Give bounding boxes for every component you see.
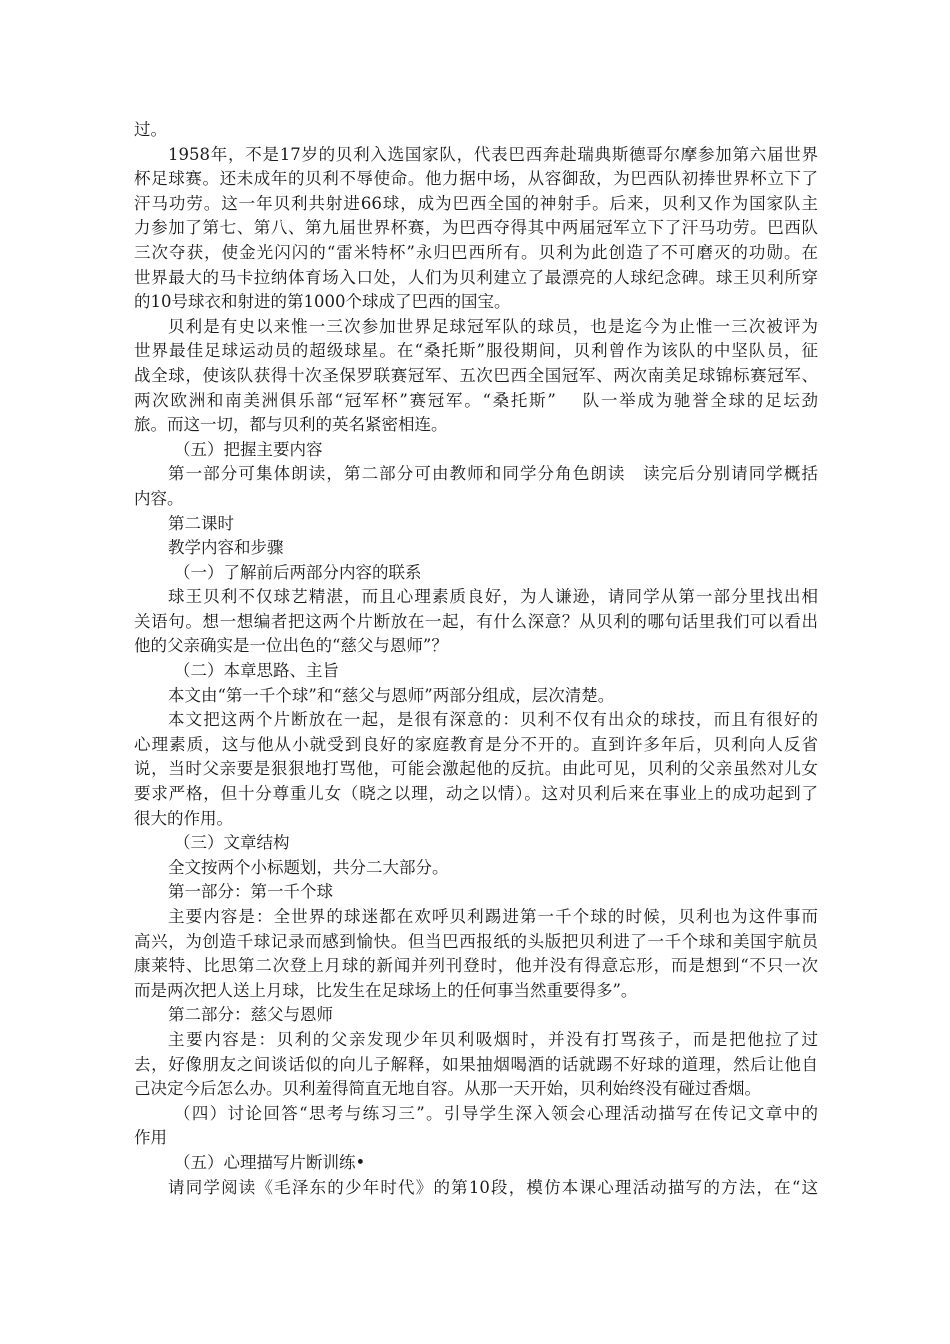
body-text-line: 第二部分：慈父与恩师: [168, 1005, 333, 1025]
body-text-line: 第二课时: [168, 513, 234, 533]
body-text-line: 第一部分：第一千个球: [168, 882, 333, 902]
body-text-line: 主要内容是：贝利的父亲发现少年贝利吸烟时，并没有打骂孩子，而是把他拉了过: [168, 1029, 818, 1049]
body-text-line: 战全球，使该队获得十次圣保罗联赛冠军、五次巴西全国冠军、两次南美足球锦标赛冠军、: [134, 365, 818, 385]
body-text-line: 作用: [134, 1128, 167, 1148]
body-text-line: 全文按两个小标题划，共分二大部分。: [168, 857, 449, 877]
body-text-line: 汗马功劳。这一年贝利共射进66球，成为巴西全国的神射手。后来，贝利又作为国家队主: [134, 193, 818, 213]
document-page: [134, 118, 818, 1200]
body-text-line: 两次欧洲和南美洲俱乐部“冠军杯”赛冠军。“桑托斯” 队一举成为驰誉全球的足坛劲: [134, 390, 818, 410]
body-text-line: 心理素质，这与他从小就受到良好的家庭教育是分不开的。直到许多年后，贝利向人反省: [134, 734, 818, 754]
body-text-line: 本文由“第一千个球”和“慈父与恩师”两部分组成，层次清楚。: [168, 685, 615, 705]
body-text-line: 要求严格，但十分尊重儿女（晓之以理，动之以情）。这对贝利后来在事业上的成功起到了: [134, 784, 818, 804]
body-text-line: 关语句。想一想编者把这两个片断放在一起，有什么深意？从贝利的哪句话里我们可以看出: [134, 611, 818, 631]
body-text-line: 世界最大的马卡拉纳体育场入口处，人们为贝利建立了最漂亮的人球纪念碑。球王贝利所穿: [134, 267, 818, 287]
section-heading-line: （一）了解前后两部分内容的联系: [174, 562, 422, 582]
body-text-line: 三次夺获，使金光闪闪的“雷米特杯”永归巴西所有。贝利为此创造了不可磨灭的功勋。在: [134, 242, 818, 262]
section-heading-line: （三）文章结构: [174, 833, 290, 853]
body-text-line: 球王贝利不仅球艺精湛，而且心理素质良好，为人谦逊，请同学从第一部分里找出相: [168, 587, 818, 607]
body-text-line: 1958年，不是17岁的贝利入选国家队，代表巴西奔赴瑞典斯德哥尔摩参加第六届世界: [168, 144, 818, 164]
body-text-line: 主要内容是：全世界的球迷都在欢呼贝利踢进第一千个球的时候，贝利也为这件事而: [168, 907, 818, 926]
body-text-line: 很大的作用。: [134, 808, 233, 828]
body-text-line: 康莱特、比思第二次登上月球的新闻并列刊登时，他并没有得意忘形，而是想到“不只一次: [134, 956, 818, 976]
section-heading-line: （二）本章思路、主旨: [174, 661, 339, 681]
body-text-line: 过。: [134, 120, 167, 139]
body-text-line: 第一部分可集体朗读，第二部分可由教师和同学分角色朗读 读完后分别请同学概括: [168, 464, 818, 484]
body-text-line: 说，当时父亲要是狠狠地打骂他，可能会激起他的反抗。由此可见，贝利的父亲虽然对儿女: [134, 759, 818, 779]
body-text-line: 己决定今后怎么办。贝利羞得简直无地自容。从那一天开始，贝利始终没有碰过香烟。: [134, 1079, 761, 1099]
section-heading-line: （五）心理描写片断训练•: [174, 1152, 366, 1172]
body-text-line: 而是两次把人送上月球，比发生在足球场上的任何事当然重要得多”。: [134, 980, 638, 1000]
body-text-line: 去，好像朋友之间谈话似的向儿子解释，如果抽烟喝酒的话就踢不好球的道理，然后让他自: [134, 1054, 818, 1074]
body-text-line: 请同学阅读《毛泽东的少年时代》的第10段，模仿本课心理活动描写的方法，在“这: [168, 1177, 818, 1197]
body-text-line: 杯足球赛。还未成年的贝利不辱使命。他力据中场，从容御敌，为巴西队初捧世界杯立下了: [134, 169, 818, 189]
section-heading-line: （五）把握主要内容: [174, 439, 323, 459]
body-text-line: 他的父亲确实是一位出色的“慈父与恩师”？: [134, 636, 448, 656]
body-text-line: 教学内容和步骤: [168, 538, 284, 558]
body-text-line: 力参加了第七、第八、第九届世界杯赛，为巴西夺得其中两届冠军立下了汗马功劳。巴西队: [134, 218, 818, 238]
body-text-line: 世界最佳足球运动员的超级球星。在“桑托斯”服役期间，贝利曾作为该队的中坚队员，征: [134, 341, 818, 361]
body-text-line: 的10号球衣和射进的第1000个球成了巴西的国宝。: [134, 292, 511, 312]
body-text-line: 本文把这两个片断放在一起，是很有深意的：贝利不仅有出众的球技，而且有很好的: [168, 710, 818, 730]
body-text-line: 内容。: [134, 488, 184, 508]
body-text-line: 高兴，为创造千球记录而感到愉快。但当巴西报纸的头版把贝利进了一千个球和美国宇航员: [134, 931, 818, 951]
body-text-line: 旅。而这一切，都与贝利的英名紧密相连。: [134, 415, 448, 435]
body-text-line: 贝利是有史以来惟一三次参加世界足球冠军队的球员，也是迄今为止惟一三次被评为: [168, 316, 818, 336]
section-heading-line: （四）讨论回答“思考与练习三”。引导学生深入领会心理活动描写在传记文章中的: [174, 1103, 818, 1123]
